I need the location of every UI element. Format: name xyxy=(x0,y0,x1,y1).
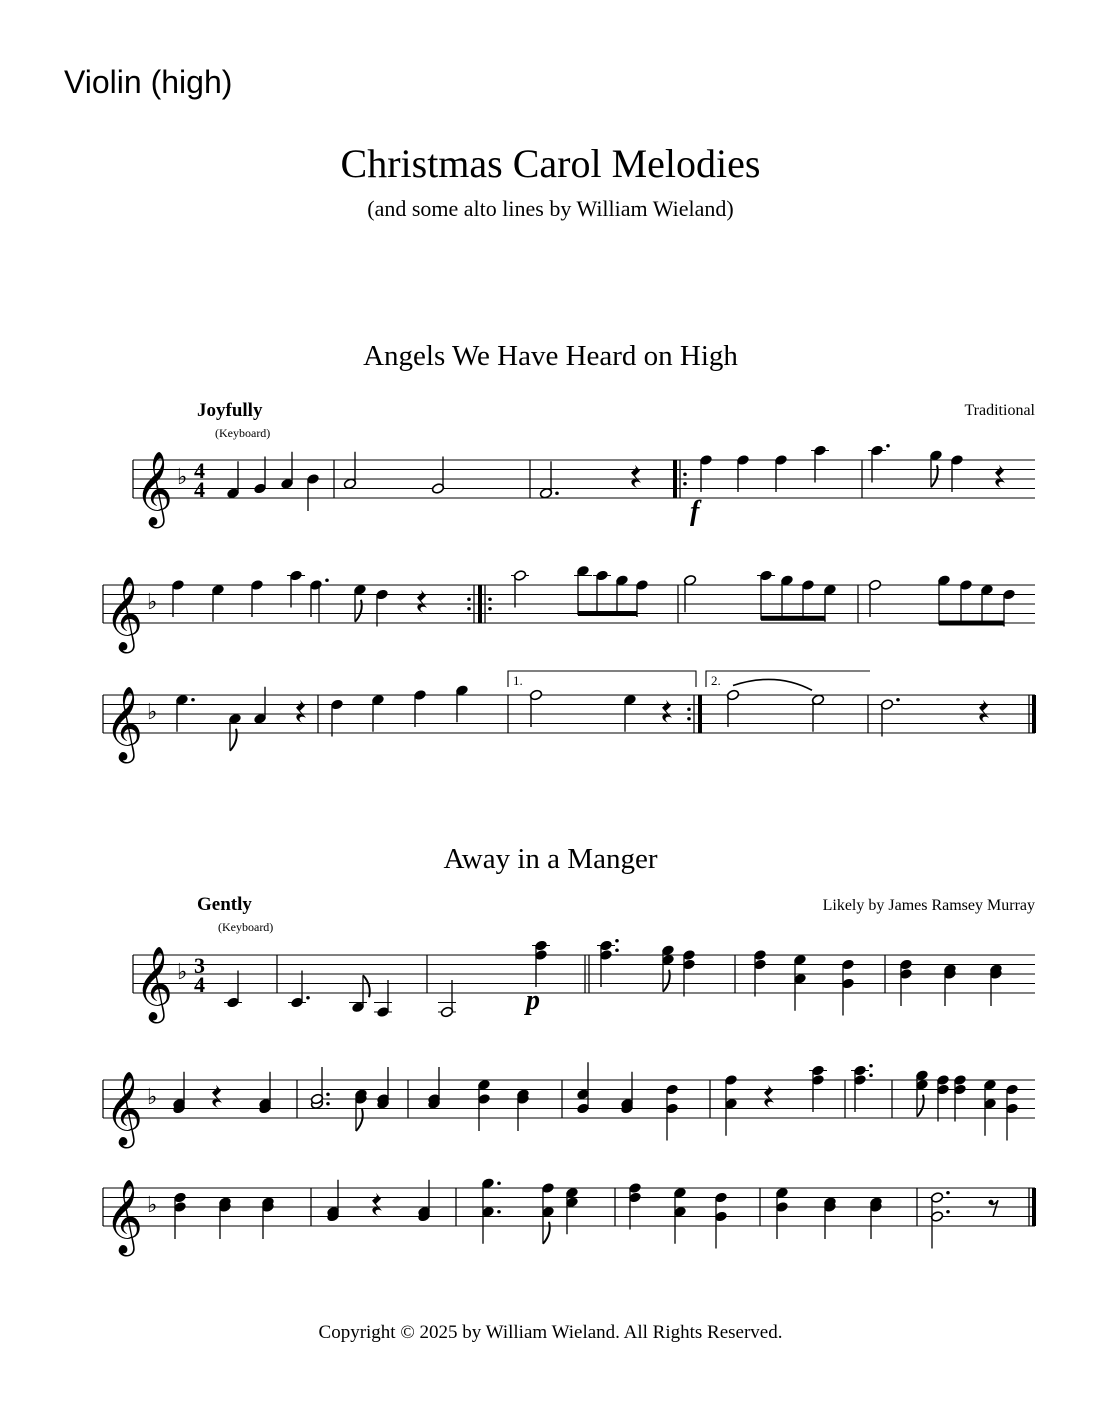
repeat-dot xyxy=(683,482,687,486)
beam xyxy=(761,616,825,621)
augmentation-dot xyxy=(497,1210,501,1214)
collection-subtitle: (and some alto lines by William Wieland) xyxy=(367,196,734,221)
dynamic-mark: p xyxy=(526,985,540,1016)
augmentation-dot xyxy=(946,1210,950,1214)
repeat-dot xyxy=(687,707,691,711)
staff-system-away-1 xyxy=(0,925,1101,1020)
volta-bracket xyxy=(508,671,696,687)
quarter-rest-icon xyxy=(662,700,672,723)
staff-system-away-2 xyxy=(0,1050,1101,1146)
piece-title-away: Away in a Manger xyxy=(443,843,658,875)
beam xyxy=(939,621,1004,626)
flag xyxy=(543,1222,550,1244)
composer-away: Likely by James Ramsey Murray xyxy=(822,897,1035,914)
augmentation-dot xyxy=(615,948,619,952)
piece-title-angels: Angels We Have Heard on High xyxy=(363,340,738,372)
quarter-rest-icon xyxy=(212,1085,222,1108)
volta-number: 1. xyxy=(513,673,523,688)
staff-system-away-3 xyxy=(0,1158,1101,1268)
quarter-rest-icon xyxy=(995,465,1005,488)
repeat-dot xyxy=(467,607,471,611)
final-barline xyxy=(1032,695,1036,733)
treble-clef-icon: 𝄞 xyxy=(105,1072,143,1146)
time-signature-bottom: 4 xyxy=(194,972,205,997)
flag xyxy=(917,1095,924,1117)
repeat-thick-line xyxy=(673,460,677,498)
keyboard-label-away: (Keyboard) xyxy=(218,920,274,934)
quarter-rest-icon xyxy=(296,700,306,723)
keyboard-label-angels: (Keyboard) xyxy=(215,426,271,440)
tempo-marking-angels: Joyfully xyxy=(197,400,263,421)
repeat-thick-line xyxy=(698,695,702,733)
staff-system-angels-3 xyxy=(0,665,1101,765)
time-signature-bottom: 4 xyxy=(194,477,205,502)
flat-icon: ♭ xyxy=(177,960,188,985)
treble-clef-icon: 𝄞 xyxy=(135,452,173,526)
repeat-dot xyxy=(683,472,687,476)
dynamic-mark: f xyxy=(690,496,700,527)
quarter-rest-icon xyxy=(979,700,989,723)
augmentation-dot xyxy=(946,1191,950,1195)
volta-number: 2. xyxy=(711,673,721,688)
flag xyxy=(663,970,670,992)
repeat-dot xyxy=(687,717,691,721)
augmentation-dot xyxy=(497,1181,501,1185)
flat-icon: ♭ xyxy=(147,1085,158,1110)
flag xyxy=(363,975,370,997)
augmentation-dot xyxy=(306,996,310,1000)
copyright-notice: Copyright © 2025 by William Wieland. All Rights Reserved. xyxy=(318,1322,783,1343)
collection-title: Christmas Carol Melodies xyxy=(340,141,761,186)
flat-icon: ♭ xyxy=(147,590,158,615)
staff-system-angels-1 xyxy=(0,430,1101,527)
repeat-thick-line xyxy=(478,585,482,623)
time-signature-top: 3 xyxy=(194,953,205,978)
flag xyxy=(931,465,938,487)
augmentation-dot xyxy=(191,698,195,702)
treble-clef-icon: 𝄞 xyxy=(135,947,173,1021)
flag xyxy=(355,600,362,622)
treble-clef-icon: 𝄞 xyxy=(105,1180,143,1254)
flag xyxy=(230,729,237,751)
repeat-dot xyxy=(488,597,492,601)
flat-icon: ♭ xyxy=(177,465,188,490)
augmentation-dot xyxy=(326,1092,330,1096)
flag xyxy=(356,1109,363,1131)
augmentation-dot xyxy=(615,939,619,943)
slur xyxy=(733,679,812,690)
augmentation-dot xyxy=(869,1073,873,1077)
beam xyxy=(578,611,637,616)
quarter-rest-icon xyxy=(372,1193,382,1216)
quarter-rest-icon xyxy=(764,1085,774,1108)
quarter-rest-icon xyxy=(417,590,427,613)
repeat-dot xyxy=(467,597,471,601)
augmentation-dot xyxy=(886,444,890,448)
augmentation-dot xyxy=(326,1102,330,1106)
final-barline xyxy=(1032,1188,1036,1226)
repeat-dot xyxy=(488,607,492,611)
treble-clef-icon: 𝄞 xyxy=(105,577,143,651)
flat-icon: ♭ xyxy=(147,1193,158,1218)
augmentation-dot xyxy=(555,491,559,495)
instrument-name: Violin (high) xyxy=(64,64,233,100)
flat-icon: ♭ xyxy=(147,700,158,725)
staff-system-angels-2 xyxy=(0,555,1101,651)
augmentation-dot xyxy=(325,578,329,582)
quarter-rest-icon xyxy=(631,465,641,488)
augmentation-dot xyxy=(869,1064,873,1068)
time-signature-top: 4 xyxy=(194,458,205,483)
tempo-marking-away: Gently xyxy=(197,894,252,915)
composer-angels: Traditional xyxy=(964,402,1035,419)
treble-clef-icon: 𝄞 xyxy=(105,687,143,761)
volta-bracket xyxy=(706,671,870,687)
augmentation-dot xyxy=(896,698,900,702)
